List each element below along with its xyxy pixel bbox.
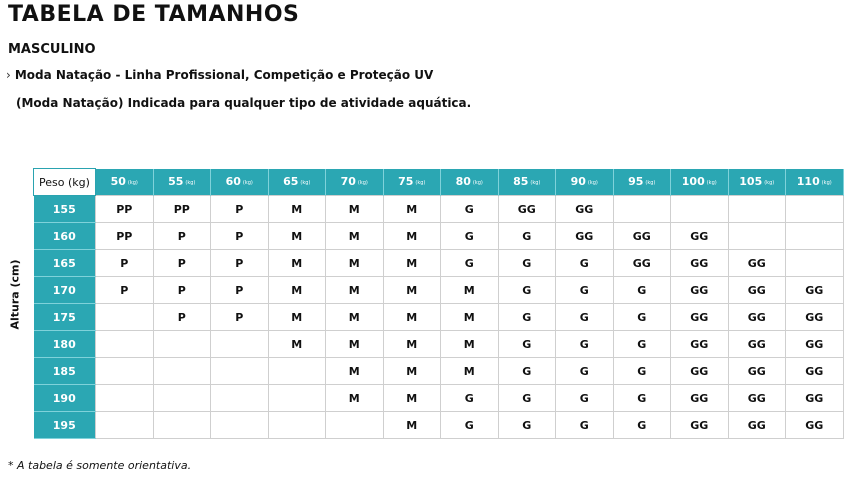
weight-unit: (kg): [530, 180, 541, 187]
size-cell: G: [498, 250, 556, 277]
weight-header-row: [34, 169, 844, 196]
size-cell: GG: [671, 358, 729, 385]
size-cell: P: [153, 223, 211, 250]
size-cell: M: [268, 331, 326, 358]
size-cell: [268, 412, 326, 439]
size-cell: M: [326, 277, 384, 304]
size-cell: G: [613, 412, 671, 439]
weight-value: 75: [398, 175, 414, 189]
height-cell: 160: [34, 223, 96, 250]
size-cell: P: [211, 250, 269, 277]
size-cell: M: [383, 385, 441, 412]
size-table: [33, 168, 844, 439]
size-cell: M: [441, 331, 499, 358]
size-cell: GG: [786, 304, 844, 331]
size-cell: M: [326, 385, 384, 412]
size-cell: M: [268, 250, 326, 277]
disclaimer-note: * A tabela é somente orientativa.: [8, 459, 192, 472]
size-cell: [96, 358, 154, 385]
weight-header-cell: [96, 169, 154, 196]
size-cell: [211, 331, 269, 358]
table-row: [34, 385, 844, 412]
page-title: TABELA DE TAMANHOS: [8, 2, 300, 27]
size-cell: [96, 331, 154, 358]
weight-header-cell: [441, 169, 499, 196]
size-cell: M: [441, 304, 499, 331]
size-cell: G: [556, 304, 614, 331]
size-cell: [326, 412, 384, 439]
size-cell: GG: [728, 331, 786, 358]
size-cell: M: [326, 358, 384, 385]
size-cell: GG: [786, 412, 844, 439]
weight-value: 85: [513, 175, 529, 189]
size-cell: [153, 331, 211, 358]
weight-unit: (kg): [472, 180, 483, 187]
size-cell: GG: [498, 196, 556, 223]
size-cell: GG: [556, 196, 614, 223]
weight-header-cell: [556, 169, 614, 196]
size-cell: M: [268, 304, 326, 331]
size-cell: [671, 196, 729, 223]
size-cell: GG: [671, 277, 729, 304]
weight-unit: (kg): [821, 180, 832, 187]
size-cell: G: [556, 412, 614, 439]
size-cell: GG: [786, 277, 844, 304]
weight-header-cell: [326, 169, 384, 196]
weight-unit: (kg): [764, 180, 775, 187]
size-cell: M: [383, 277, 441, 304]
height-cell: 165: [34, 250, 96, 277]
size-cell: GG: [728, 304, 786, 331]
size-cell: GG: [786, 358, 844, 385]
size-cell: M: [383, 250, 441, 277]
size-cell: P: [96, 250, 154, 277]
size-cell: M: [326, 304, 384, 331]
size-cell: G: [498, 277, 556, 304]
size-cell: [211, 412, 269, 439]
size-cell: PP: [153, 196, 211, 223]
size-cell: GG: [671, 385, 729, 412]
table-row: [34, 223, 844, 250]
height-cell: 185: [34, 358, 96, 385]
weight-value: 65: [283, 175, 299, 189]
size-cell: M: [326, 196, 384, 223]
size-cell: G: [498, 412, 556, 439]
height-cell: 175: [34, 304, 96, 331]
product-line: [6, 68, 433, 82]
weight-value: 55: [168, 175, 184, 189]
size-cell: P: [211, 304, 269, 331]
weight-header-cell: [613, 169, 671, 196]
size-cell: [211, 385, 269, 412]
size-cell: PP: [96, 223, 154, 250]
size-cell: [211, 358, 269, 385]
size-cell: [786, 223, 844, 250]
size-cell: [728, 196, 786, 223]
weight-unit: (kg): [706, 180, 717, 187]
weight-value: 50: [110, 175, 126, 189]
size-cell: GG: [786, 331, 844, 358]
size-cell: M: [326, 331, 384, 358]
size-cell: G: [498, 385, 556, 412]
size-cell: P: [211, 196, 269, 223]
weight-unit: (kg): [415, 180, 426, 187]
weight-corner-label: Peso (kg): [34, 169, 96, 196]
weight-header-cell: [268, 169, 326, 196]
weight-unit: (kg): [127, 180, 138, 187]
table-row: [34, 331, 844, 358]
size-cell: M: [268, 196, 326, 223]
size-cell: GG: [728, 412, 786, 439]
size-cell: GG: [613, 250, 671, 277]
size-cell: GG: [728, 277, 786, 304]
size-cell: G: [556, 358, 614, 385]
size-cell: [96, 304, 154, 331]
size-cell: [153, 358, 211, 385]
size-cell: GG: [728, 385, 786, 412]
weight-unit: (kg): [357, 180, 368, 187]
size-cell: [786, 250, 844, 277]
size-cell: M: [383, 412, 441, 439]
size-cell: [613, 196, 671, 223]
size-cell: GG: [613, 223, 671, 250]
size-cell: [96, 412, 154, 439]
size-cell: G: [556, 250, 614, 277]
size-cell: [153, 385, 211, 412]
size-cell: M: [268, 223, 326, 250]
size-cell: GG: [671, 331, 729, 358]
size-cell: GG: [728, 358, 786, 385]
table-row: [34, 358, 844, 385]
size-cell: GG: [786, 385, 844, 412]
size-cell: GG: [728, 250, 786, 277]
size-cell: M: [326, 250, 384, 277]
chevron-right-icon: ›: [6, 68, 11, 82]
weight-value: 95: [628, 175, 644, 189]
y-axis-label-text: Altura (cm): [8, 258, 22, 330]
weight-value: 90: [570, 175, 586, 189]
size-cell: G: [498, 331, 556, 358]
size-cell: M: [383, 358, 441, 385]
size-cell: G: [498, 223, 556, 250]
table-row: [34, 304, 844, 331]
size-cell: GG: [671, 223, 729, 250]
weight-header-cell: [671, 169, 729, 196]
size-cell: G: [613, 358, 671, 385]
height-cell: 180: [34, 331, 96, 358]
height-cell: 170: [34, 277, 96, 304]
size-cell: G: [556, 331, 614, 358]
weight-value: 70: [340, 175, 356, 189]
size-cell: G: [613, 277, 671, 304]
y-axis-label: [3, 258, 27, 330]
weight-unit: (kg): [587, 180, 598, 187]
size-cell: G: [441, 412, 499, 439]
size-table-body: [34, 196, 844, 439]
table-row: [34, 250, 844, 277]
height-cell: 195: [34, 412, 96, 439]
size-cell: G: [441, 385, 499, 412]
size-cell: P: [153, 250, 211, 277]
weight-unit: (kg): [645, 180, 656, 187]
size-cell: M: [441, 277, 499, 304]
size-cell: GG: [556, 223, 614, 250]
weight-value: 105: [739, 175, 763, 189]
weight-value: 110: [796, 175, 820, 189]
size-cell: M: [268, 277, 326, 304]
size-cell: G: [556, 277, 614, 304]
weight-header-cell: [383, 169, 441, 196]
product-line-text: Moda Natação - Linha Profissional, Competição e Proteção UV: [14, 68, 434, 82]
size-cell: P: [211, 277, 269, 304]
weight-header-cell: [153, 169, 211, 196]
size-cell: G: [556, 385, 614, 412]
size-cell: P: [153, 277, 211, 304]
size-cell: P: [96, 277, 154, 304]
weight-unit: (kg): [185, 180, 196, 187]
size-cell: G: [613, 385, 671, 412]
size-cell: M: [383, 223, 441, 250]
size-cell: P: [153, 304, 211, 331]
size-cell: P: [211, 223, 269, 250]
size-cell: PP: [96, 196, 154, 223]
size-cell: M: [383, 331, 441, 358]
table-row: [34, 412, 844, 439]
height-cell: 155: [34, 196, 96, 223]
size-cell: M: [441, 358, 499, 385]
size-cell: G: [613, 331, 671, 358]
size-cell: [728, 223, 786, 250]
table-row: [34, 277, 844, 304]
weight-header-cell: [498, 169, 556, 196]
size-cell: M: [383, 304, 441, 331]
size-cell: G: [441, 250, 499, 277]
size-cell: GG: [671, 412, 729, 439]
weight-value: 100: [681, 175, 705, 189]
weight-header-cell: [728, 169, 786, 196]
size-cell: G: [441, 223, 499, 250]
table-row: [34, 196, 844, 223]
weight-value: 80: [455, 175, 471, 189]
weight-unit: (kg): [242, 180, 253, 187]
size-cell: M: [383, 196, 441, 223]
size-cell: [153, 412, 211, 439]
size-cell: [786, 196, 844, 223]
weight-header-cell: [786, 169, 844, 196]
size-cell: [268, 385, 326, 412]
size-cell: G: [498, 358, 556, 385]
size-cell: [96, 385, 154, 412]
size-cell: G: [441, 196, 499, 223]
section-subtitle: MASCULINO: [8, 42, 96, 57]
weight-unit: (kg): [300, 180, 311, 187]
usage-description: (Moda Natação) Indicada para qualquer tipo de atividade aquática.: [16, 96, 472, 110]
size-cell: G: [613, 304, 671, 331]
size-cell: M: [326, 223, 384, 250]
size-cell: [268, 358, 326, 385]
weight-value: 60: [225, 175, 241, 189]
weight-header-cell: [211, 169, 269, 196]
height-cell: 190: [34, 385, 96, 412]
size-cell: GG: [671, 250, 729, 277]
size-cell: G: [498, 304, 556, 331]
size-cell: GG: [671, 304, 729, 331]
